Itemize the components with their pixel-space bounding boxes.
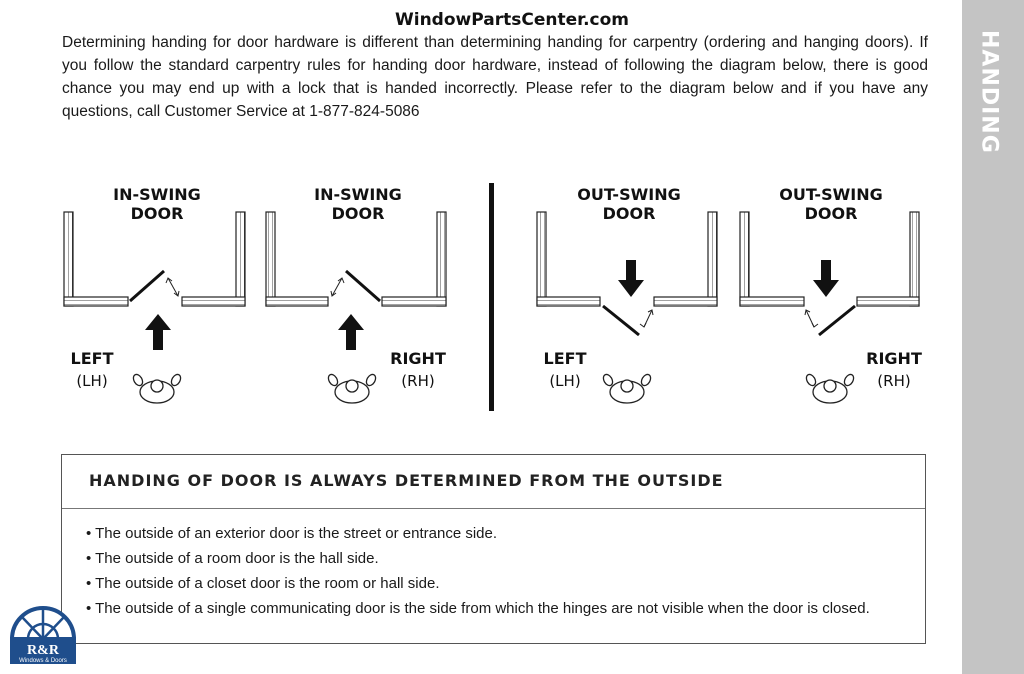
arrow-icon xyxy=(145,314,171,350)
info-box xyxy=(61,454,926,644)
divider xyxy=(489,183,494,411)
hand-label: LEFT xyxy=(70,349,114,368)
bullet-list xyxy=(86,521,870,621)
door-title-line1: OUT-SWING xyxy=(577,185,681,204)
door-title-line2: DOOR xyxy=(804,204,858,223)
door-out-swing-left xyxy=(537,185,717,403)
door-title-line2: DOOR xyxy=(602,204,656,223)
bullet-item: • The outside of a single communicating door is the side from which the hinges are not visible when the door is closed. xyxy=(86,600,870,617)
watermark: WindowPartsCenter.com xyxy=(395,10,629,30)
person-icon xyxy=(327,373,378,403)
intro-paragraph: Determining handing for door hardware is different than determining handing for carpentry (ordering and hanging doors). If you follow the standard carpentry rules for handing door hardware, instead of following the diagram below, there is good chance you may end up with a lock that is handed incorrectly. Please refer to the diagram below and if you have any questions, call Customer Service at 1-877-824-5086 xyxy=(62,34,928,120)
door-in-swing-left xyxy=(64,185,245,403)
swing-indicator xyxy=(805,310,818,327)
arrow-icon xyxy=(813,260,839,297)
bullet-item: • The outside of a room door is the hall side. xyxy=(86,550,379,567)
logo-tagline: Windows & Doors xyxy=(19,658,67,664)
wall xyxy=(64,212,245,306)
logo xyxy=(8,601,78,664)
bullet-item: • The outside of a closet door is the room or hall side. xyxy=(86,575,440,592)
wall xyxy=(537,212,717,306)
hand-label: RIGHT xyxy=(390,349,446,368)
divider xyxy=(62,508,925,509)
door-leaf xyxy=(130,271,164,301)
hand-label: RIGHT xyxy=(866,349,922,368)
wall xyxy=(266,212,446,306)
door-title-line1: IN-SWING xyxy=(113,185,201,204)
door-leaf xyxy=(819,306,855,335)
hand-abbr: (LH) xyxy=(549,372,581,390)
swing-indicator xyxy=(640,310,653,327)
hand-abbr: (RH) xyxy=(401,372,435,390)
door-in-swing-right xyxy=(266,185,446,403)
door-title-line1: IN-SWING xyxy=(314,185,402,204)
info-title: HANDING OF DOOR IS ALWAYS DETERMINED FROM THE OUTSIDE xyxy=(89,471,724,490)
door-out-swing-right xyxy=(740,185,922,403)
arrow-icon xyxy=(618,260,644,297)
person-icon xyxy=(132,373,183,403)
door-leaf xyxy=(346,271,380,301)
hand-abbr: (RH) xyxy=(877,372,911,390)
hand-label: LEFT xyxy=(543,349,587,368)
door-title-line1: OUT-SWING xyxy=(779,185,883,204)
person-icon xyxy=(602,373,653,403)
side-tab xyxy=(962,0,1024,674)
swing-indicator xyxy=(166,278,179,296)
arrow-icon xyxy=(338,314,364,350)
swing-indicator xyxy=(331,278,344,296)
person-icon xyxy=(805,373,856,403)
door-leaf xyxy=(603,306,639,335)
door-title-line2: DOOR xyxy=(130,204,184,223)
side-tab-label: HANDING xyxy=(976,30,1002,154)
door-title-line2: DOOR xyxy=(331,204,385,223)
bullet-item: • The outside of an exterior door is the street or entrance side. xyxy=(86,525,498,542)
door-handing-diagram xyxy=(0,180,960,420)
logo-initials: R&R xyxy=(27,643,59,658)
hand-abbr: (LH) xyxy=(76,372,108,390)
